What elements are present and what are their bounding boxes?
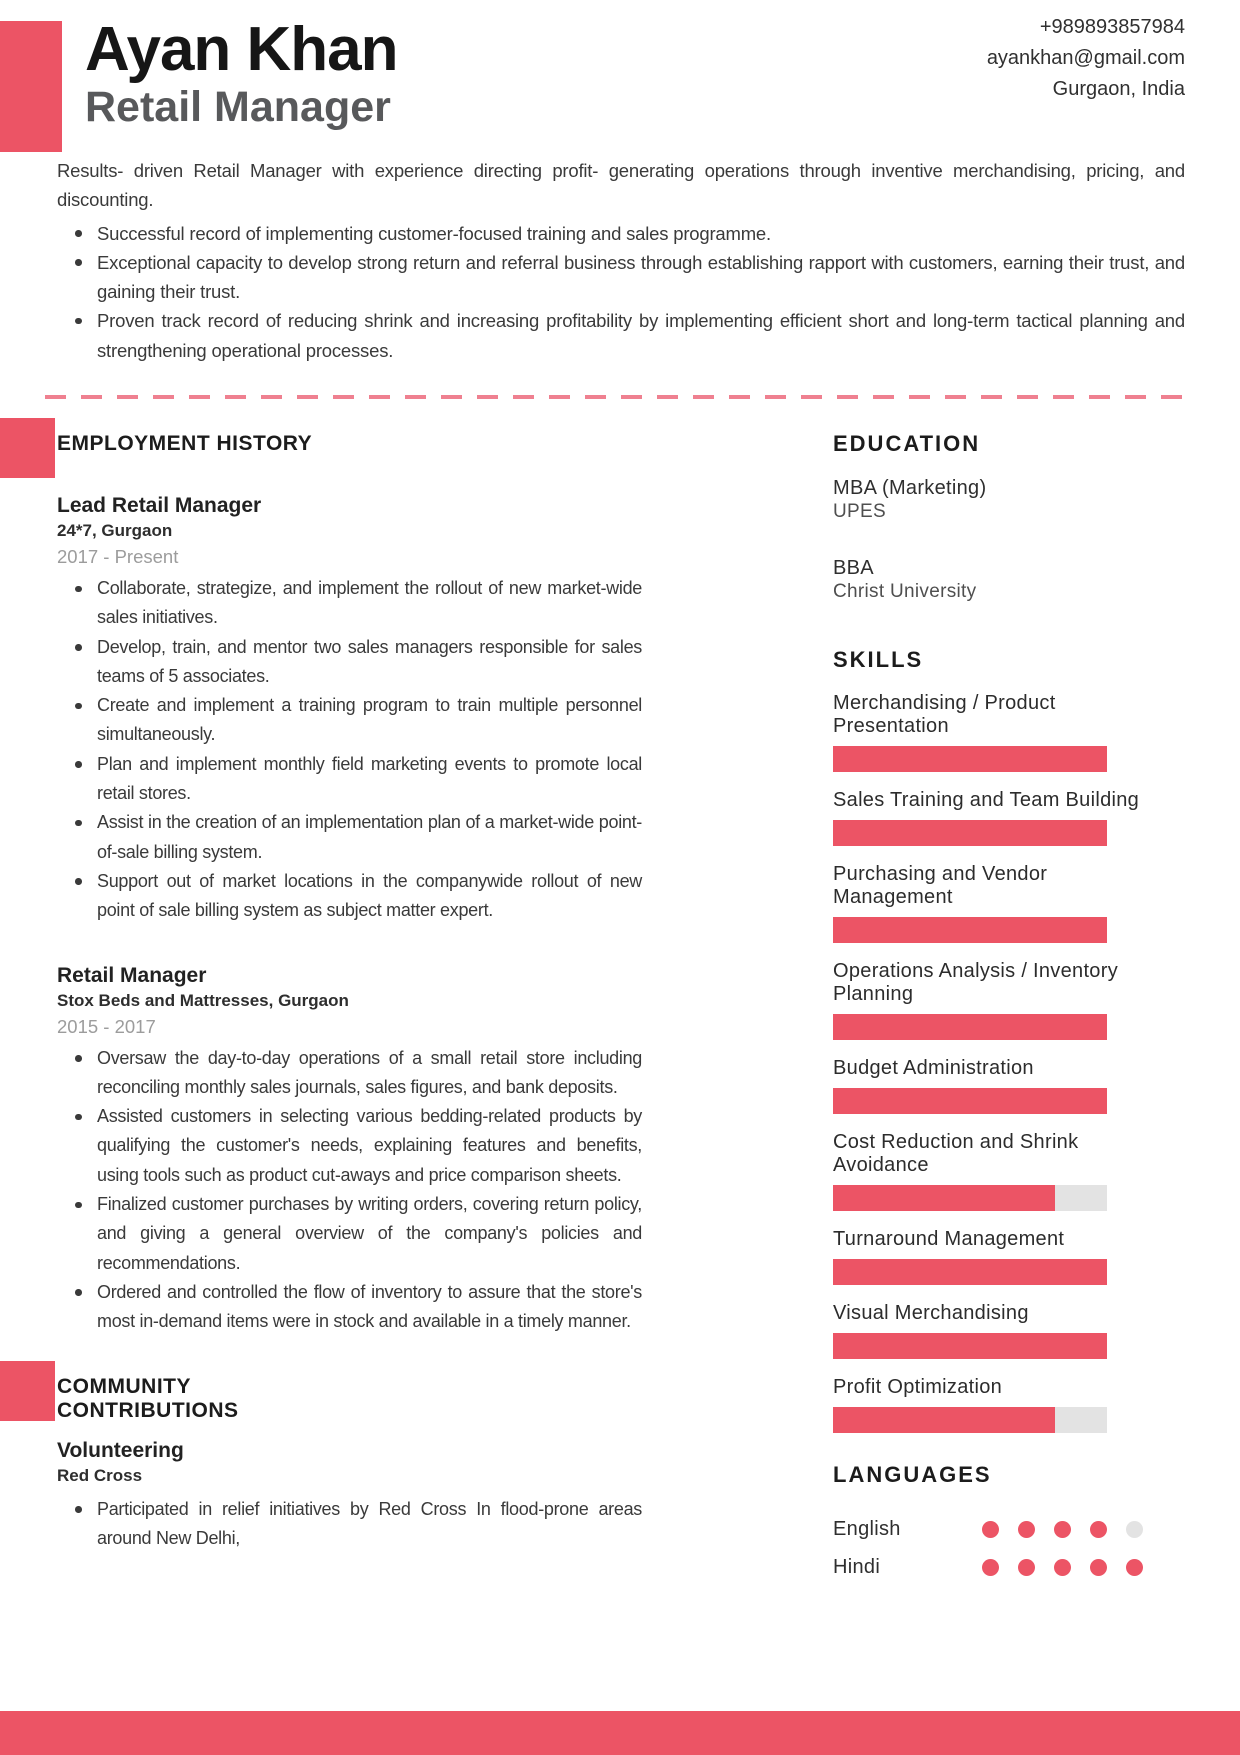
contact-phone: +989893857984	[1039, 16, 1185, 38]
skill-item	[833, 1131, 1195, 1211]
bullet-text: Participated in relief initiatives by Red Cross In flood-prone areas around New Delhi,	[97, 1498, 642, 1548]
bullet-item	[57, 633, 642, 692]
skill-bar-fill	[833, 1407, 1055, 1433]
skill-bar-track	[833, 746, 1107, 772]
skill-item	[833, 1302, 1195, 1359]
summary-bullet-list	[57, 219, 1185, 365]
bullet-dot	[75, 1506, 82, 1513]
skills-heading: SKILLS	[833, 647, 924, 672]
bullet-item	[57, 750, 642, 809]
bullet-item	[57, 1102, 642, 1190]
education-list	[833, 476, 1195, 604]
contact-block	[987, 12, 1185, 105]
bullet-item	[57, 808, 642, 867]
skill-item	[833, 1228, 1195, 1285]
bullet-item	[57, 1190, 642, 1278]
skill-item	[833, 692, 1195, 772]
skill-bar-fill	[833, 820, 1107, 846]
skill-bar-fill	[833, 1333, 1107, 1359]
bullet-text: Assist in the creation of an implementation plan of a market-wide point-of-sale billing system.	[97, 812, 642, 862]
contact-email: ayankhan@gmail.com	[986, 47, 1185, 69]
bullet-dot	[75, 230, 82, 237]
job-entry	[57, 964, 642, 1337]
skill-item	[833, 960, 1195, 1040]
skill-bar-track	[833, 1014, 1107, 1040]
skill-name: Cost Reduction and Shrink Avoidance	[833, 1131, 1079, 1176]
bullet-item	[57, 306, 1185, 365]
language-level-dot	[1018, 1559, 1035, 1576]
bullet-dot	[75, 1114, 82, 1121]
education-entry	[833, 556, 1195, 604]
header-accent-block	[0, 21, 62, 152]
footer-accent-bar	[0, 1711, 1240, 1755]
degree-name: BBA	[833, 557, 874, 579]
community-bullet-list	[57, 1495, 642, 1554]
bullet-text: Support out of market locations in the companywide rollout of new point of sale billing system as subject matter expert.	[97, 870, 642, 921]
degree-name: MBA (Marketing)	[833, 477, 987, 499]
language-level-dot	[982, 1521, 999, 1538]
skill-name: Sales Training and Team Building	[833, 789, 1140, 811]
skill-name: Profit Optimization	[833, 1376, 1003, 1398]
skills-list	[833, 692, 1195, 1433]
bullet-text: Assisted customers in selecting various bedding-related products by qualifying the customer's needs, explaining features and benefits, using tools such as product cut-aways and price comparison sheets.	[97, 1106, 642, 1185]
community-contributions-heading: COMMUNITY CONTRIBUTIONS	[57, 1375, 642, 1423]
job-title: Lead Retail Manager	[57, 494, 262, 517]
job-bullet-list	[57, 574, 642, 926]
person-name: Ayan Khan	[85, 15, 398, 84]
skill-name: Turnaround Management	[833, 1228, 1065, 1250]
bullet-dot	[75, 761, 82, 768]
right-column	[833, 420, 1195, 1589]
person-job-title: Retail Manager	[85, 83, 391, 131]
job-dates: 2017 - Present	[57, 546, 179, 567]
bullet-text: Exceptional capacity to develop strong return and referral business through establishing rapport with customers, earning their trust, and gaining their trust.	[97, 251, 1185, 303]
skill-name: Purchasing and Vendor Management	[833, 863, 1048, 908]
job-bullet-list	[57, 1044, 642, 1337]
skill-bar-track	[833, 1259, 1107, 1285]
skill-item	[833, 1057, 1195, 1114]
bullet-text: Finalized customer purchases by writing orders, covering return policy, and giving a general overview of the company's policies and recommendations.	[97, 1194, 642, 1273]
job-dates: 2015 - 2017	[57, 1015, 156, 1037]
employment-history-heading: EMPLOYMENT HISTORY	[57, 432, 642, 456]
language-level-dot	[1054, 1559, 1071, 1576]
skill-item	[833, 1376, 1195, 1433]
job-company: Stox Beds and Mattresses, Gurgaon	[57, 990, 349, 1010]
school-name: UPES	[833, 501, 886, 522]
bullet-item	[57, 574, 642, 633]
skill-bar-fill	[833, 917, 1107, 943]
bullet-dot	[75, 703, 82, 710]
section-marker-square	[0, 418, 55, 478]
skill-bar-fill	[833, 1014, 1107, 1040]
bullet-dot	[75, 318, 82, 325]
job-company: 24*7, Gurgaon	[57, 521, 173, 540]
language-level-dots	[982, 1521, 1143, 1538]
language-level-dot	[1054, 1521, 1071, 1538]
language-level-dot	[1090, 1559, 1107, 1576]
skill-bar-track	[833, 820, 1107, 846]
language-row	[833, 1513, 1195, 1545]
skill-item	[833, 789, 1195, 846]
bullet-text: Successful record of implementing customer-focused training and sales programme.	[97, 222, 771, 244]
bullet-text: Create and implement a training program to train multiple personnel simultaneously.	[97, 695, 642, 745]
skill-name: Merchandising / Product Presentation	[833, 692, 1056, 737]
bullet-text: Ordered and controlled the flow of inventory to assure that the store's most in-demand items were in stock and available in a timely manner.	[97, 1281, 642, 1332]
job-title: Retail Manager	[57, 963, 207, 987]
bullet-dot	[75, 1055, 82, 1062]
skill-bar-fill	[833, 1259, 1107, 1285]
skill-bar-track	[833, 917, 1107, 943]
bullet-item	[57, 691, 642, 750]
languages-heading: LANGUAGES	[833, 1462, 992, 1487]
community-organization: Red Cross	[57, 1465, 143, 1485]
bullet-item	[57, 867, 642, 926]
language-level-dot	[1126, 1559, 1143, 1576]
summary-intro: Results- driven Retail Manager with experience directing profit- generating operations through inventive merchandising, pricing, and discounting.	[57, 160, 1185, 211]
bullet-text: Collaborate, strategize, and implement the rollout of new market-wide sales initiatives.	[97, 578, 642, 628]
bullet-dot	[75, 1289, 82, 1296]
language-level-dots	[982, 1559, 1143, 1576]
language-level-dot	[1126, 1521, 1143, 1538]
dashed-divider	[45, 395, 1195, 399]
section-marker-square	[0, 1361, 55, 1421]
bullet-dot	[75, 644, 82, 651]
skill-bar-track	[833, 1333, 1107, 1359]
bullet-item	[57, 219, 1185, 248]
bullet-text: Plan and implement monthly field marketing events to promote local retail stores.	[97, 753, 642, 804]
skill-bar-track	[833, 1185, 1107, 1211]
skill-bar-fill	[833, 1185, 1055, 1211]
language-level-dot	[1018, 1521, 1035, 1538]
skill-bar-track	[833, 1088, 1107, 1114]
language-name: Hindi	[833, 1555, 881, 1578]
language-level-dot	[982, 1559, 999, 1576]
skill-bar-track	[833, 1407, 1107, 1433]
summary-section	[57, 156, 1185, 365]
bullet-text: Develop, train, and mentor two sales managers responsible for sales teams of 5 associates.	[97, 636, 642, 686]
bullet-text: Oversaw the day-to-day operations of a small retail store including reconciling monthly sales journals, sales figures, and bank deposits.	[97, 1047, 642, 1097]
bullet-item	[57, 1044, 642, 1103]
community-contributions-section	[57, 1375, 642, 1554]
bullet-item	[57, 1278, 642, 1337]
bullet-dot	[75, 586, 82, 593]
bullet-dot	[75, 1202, 82, 1209]
bullet-item	[57, 248, 1185, 307]
language-level-dot	[1090, 1521, 1107, 1538]
bullet-text: Proven track record of reducing shrink and increasing profitability by implementing efficient short and long-term tactical planning and strengthening operational processes.	[97, 310, 1185, 361]
skill-name: Visual Merchandising	[833, 1302, 1029, 1324]
job-entry	[57, 494, 642, 926]
skill-item	[833, 863, 1195, 943]
bullet-dot	[75, 820, 82, 827]
left-column	[57, 420, 642, 1591]
skill-bar-fill	[833, 746, 1107, 772]
education-entry	[833, 476, 1195, 524]
language-name: English	[833, 1517, 901, 1540]
bullet-dot	[75, 259, 82, 266]
contact-location: Gurgaon, India	[1052, 78, 1185, 100]
skill-name: Budget Administration	[833, 1057, 1034, 1079]
bullet-dot	[75, 878, 82, 885]
header	[85, 15, 398, 131]
skill-bar-fill	[833, 1088, 1107, 1114]
community-role: Volunteering	[57, 1438, 184, 1462]
bullet-item	[57, 1495, 642, 1554]
language-row	[833, 1551, 1195, 1583]
school-name: Christ University	[833, 581, 977, 602]
jobs-list	[57, 494, 642, 1337]
education-heading: EDUCATION	[833, 431, 981, 456]
skill-name: Operations Analysis / Inventory Planning	[833, 960, 1118, 1005]
languages-list	[833, 1513, 1195, 1583]
